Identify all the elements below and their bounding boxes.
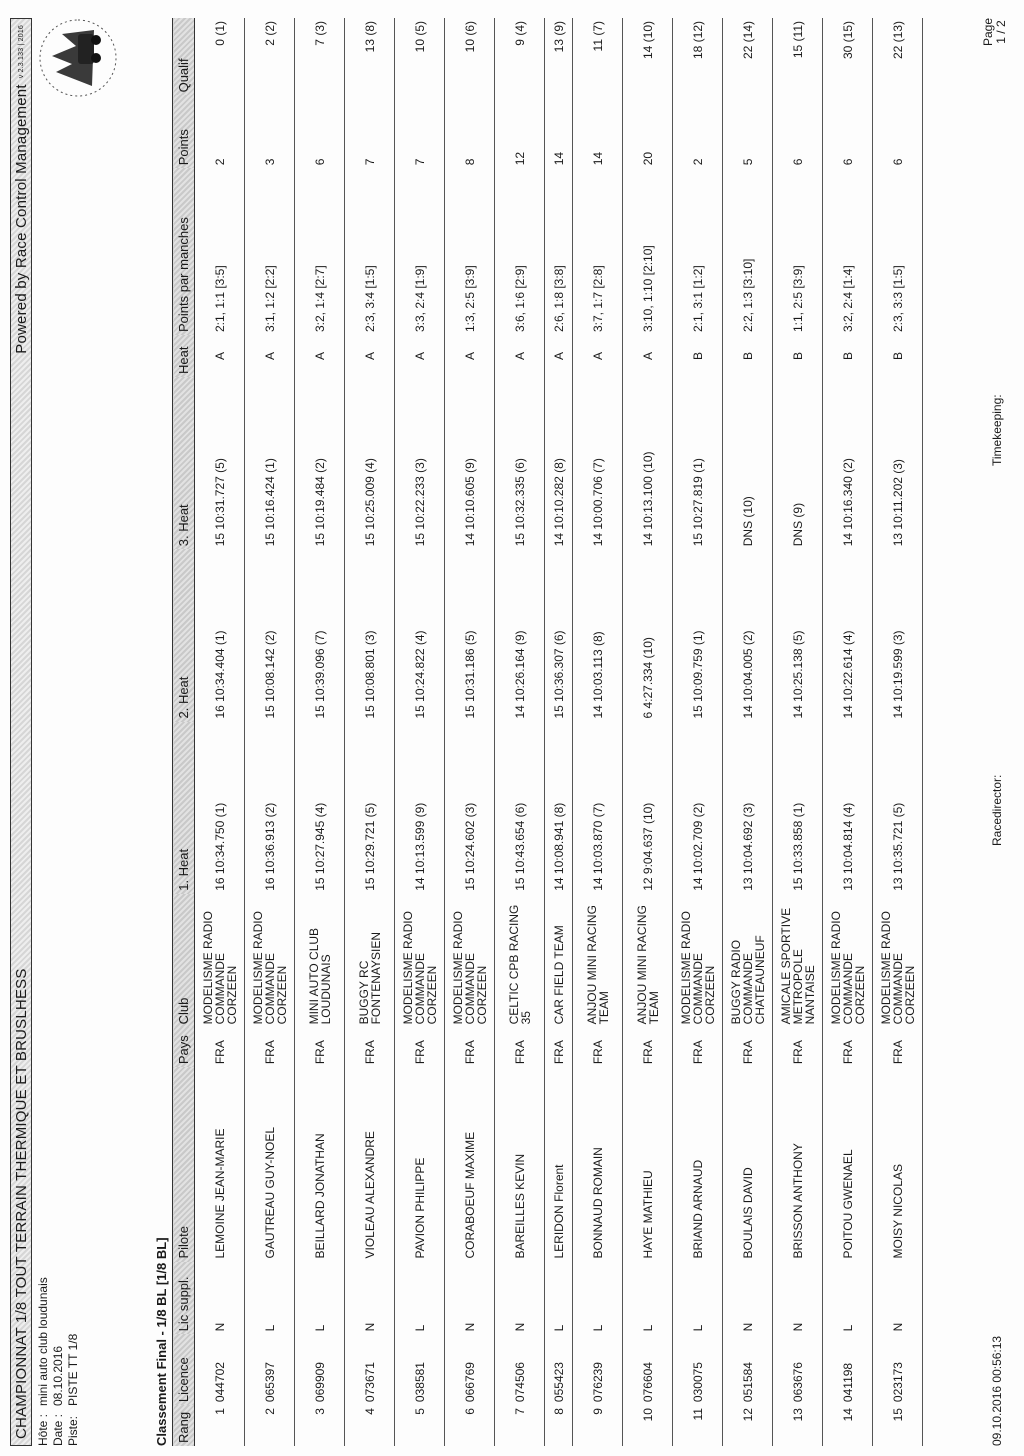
table-row [623, 18, 673, 1446]
points-par-manches-cell: 3:3, 2:4 [1:9] [395, 168, 445, 335]
qualif-cell: 7 (3) [295, 18, 345, 95]
pays-cell: FRA [295, 1027, 345, 1067]
pays-cell: FRA [823, 1027, 873, 1067]
licence-cell: 051584 [723, 1334, 773, 1405]
licence-cell: 074506 [495, 1334, 545, 1405]
heat-group-cell: A [573, 335, 623, 377]
points-cell: 5 [723, 95, 773, 168]
rang-cell: 6 [445, 1405, 495, 1446]
club-cell: CELTIC CPB RACING 35 [495, 894, 545, 1028]
col-licence: Licence [173, 1334, 195, 1405]
pays-cell: FRA [545, 1027, 573, 1067]
points-cell: 6 [295, 95, 345, 168]
heat-group-cell: A [295, 335, 345, 377]
qualif-cell: 0 (1) [195, 18, 245, 95]
points-cell: 3 [245, 95, 295, 168]
col-lic-suppl: Lic suppl. [173, 1262, 195, 1335]
event-info [36, 1277, 81, 1446]
club-cell: MODELISME RADIO COMMANDE CORZEEN [873, 894, 923, 1028]
qualif-cell: 14 (10) [623, 18, 673, 95]
heat-2-cell: 16 10:34.404 (1) [195, 549, 245, 721]
club-cell: MODELISME RADIO COMMANDE CORZEEN [245, 894, 295, 1028]
pays-cell: FRA [395, 1027, 445, 1067]
pilote-cell: BOULAIS DAVID [723, 1067, 773, 1261]
club-cell: MODELISME RADIO COMMANDE CORZEEN [195, 894, 245, 1028]
club-cell: MODELISME RADIO COMMANDE CORZEEN [673, 894, 723, 1028]
heat-3-cell: 14 10:16.340 (2) [823, 377, 873, 549]
heat-3-cell: 15 10:31.727 (5) [195, 377, 245, 549]
racedirector-label: Racedirector: [990, 774, 1004, 846]
club-cell: MODELISME RADIO COMMANDE CORZEEN [395, 894, 445, 1028]
page-indicator [982, 18, 1008, 46]
table-row [723, 18, 773, 1446]
points-cell: 7 [345, 95, 395, 168]
col-points: Points [173, 95, 195, 168]
heat-1-cell: 15 10:43.654 (6) [495, 722, 545, 894]
heat-group-cell: B [673, 335, 723, 377]
heat-3-cell: 14 10:10.282 (8) [545, 377, 573, 549]
heat-group-cell: A [623, 335, 673, 377]
page-label: Page [981, 18, 995, 47]
heat-group-cell: A [345, 335, 395, 377]
heat-3-cell: 15 10:19.484 (2) [295, 377, 345, 549]
points-par-manches-cell: 3:7, 1:7 [2:8] [573, 168, 623, 335]
pilote-cell: LEMOINE JEAN-MARIE [195, 1067, 245, 1261]
pays-cell: FRA [723, 1027, 773, 1067]
col-qualif: Qualif [173, 18, 195, 95]
table-row [395, 18, 445, 1446]
col-points-par-manches: Points par manches [173, 168, 195, 335]
qualif-cell: 9 (4) [495, 18, 545, 95]
points-cell: 12 [495, 95, 545, 168]
club-cell: MODELISME RADIO COMMANDE CORZEEN [823, 894, 873, 1028]
table-row [195, 18, 245, 1446]
col-pilote: Pilote [173, 1067, 195, 1261]
table-row [295, 18, 345, 1446]
licence-cell: 044702 [195, 1334, 245, 1405]
qualif-cell: 13 (9) [545, 18, 573, 95]
heat-2-cell: 15 10:08.801 (3) [345, 549, 395, 721]
lic-suppl-cell: N [345, 1262, 395, 1335]
date-label: Date : [51, 1413, 65, 1446]
event-title: CHAMPIONNAT 1/8 TOUT TERRAIN THERMIQUE ET BRUSLHESS [12, 968, 30, 1439]
col-club: Club [173, 894, 195, 1028]
table-row [773, 18, 823, 1446]
rang-cell: 11 [673, 1405, 723, 1446]
heat-2-cell: 14 10:04.005 (2) [723, 549, 773, 721]
col-rang: Rang [173, 1405, 195, 1446]
table-row [673, 18, 723, 1446]
heat-1-cell: 13 10:04.814 (4) [823, 722, 873, 894]
licence-cell: 030075 [673, 1334, 723, 1405]
heat-3-cell: 15 10:16.424 (1) [245, 377, 295, 549]
date-value: 08.10.2016 [51, 1345, 65, 1406]
heat-group-cell: A [445, 335, 495, 377]
heat-group-cell: B [823, 335, 873, 377]
powered-by [13, 25, 30, 354]
lic-suppl-cell: N [445, 1262, 495, 1335]
points-par-manches-cell: 1:1, 2:5 [3:9] [773, 168, 823, 335]
lic-suppl-cell: L [623, 1262, 673, 1335]
pilote-cell: PAVION PHILIPPE [395, 1067, 445, 1261]
pilote-cell: VIOLEAU ALEXANDRE [345, 1067, 395, 1261]
lic-suppl-cell: N [723, 1262, 773, 1335]
licence-cell: 069909 [295, 1334, 345, 1405]
rang-cell: 12 [723, 1405, 773, 1446]
heat-1-cell: 14 10:03.870 (7) [573, 722, 623, 894]
heat-2-cell: 15 10:39.096 (7) [295, 549, 345, 721]
table-row [823, 18, 873, 1446]
licence-cell: 063676 [773, 1334, 823, 1405]
club-cell: ANJOU MINI RACING TEAM [623, 894, 673, 1028]
qualif-cell: 10 (5) [395, 18, 445, 95]
lic-suppl-cell: N [195, 1262, 245, 1335]
rang-cell: 2 [245, 1405, 295, 1446]
heat-group-cell: B [723, 335, 773, 377]
heat-group-cell: B [873, 335, 923, 377]
piste-label: Piste: [66, 1415, 80, 1446]
heat-2-cell: 6 4:27.334 (10) [623, 549, 673, 721]
version-text: v 2.3.133 | 2016 [17, 25, 25, 79]
heat-2-cell: 15 10:31.186 (5) [445, 549, 495, 721]
table-row [495, 18, 545, 1446]
table-row [345, 18, 395, 1446]
points-par-manches-cell: 2:3, 3:4 [1:5] [345, 168, 395, 335]
points-cell: 6 [823, 95, 873, 168]
pays-cell: FRA [573, 1027, 623, 1067]
lic-suppl-cell: L [545, 1262, 573, 1335]
rang-cell: 10 [623, 1405, 673, 1446]
licence-cell: 038581 [395, 1334, 445, 1405]
heat-group-cell: A [545, 335, 573, 377]
heat-2-cell: 14 10:25.138 (5) [773, 549, 823, 721]
points-par-manches-cell: 1:3, 2:5 [3:9] [445, 168, 495, 335]
points-par-manches-cell: 3:10, 1:10 [2:10] [623, 168, 673, 335]
club-cell: CAR FIELD TEAM [545, 894, 573, 1028]
lic-suppl-cell: L [673, 1262, 723, 1335]
heat-3-cell: 15 10:25.009 (4) [345, 377, 395, 549]
col-pays: Pays [173, 1027, 195, 1067]
points-par-manches-cell: 2:6, 1:8 [3:8] [545, 168, 573, 335]
lic-suppl-cell: L [295, 1262, 345, 1335]
pilote-cell: LERIDON Florent [545, 1067, 573, 1261]
host-label: Hôte : [36, 1413, 50, 1446]
powered-text: Powered by Race Control Management [12, 84, 30, 354]
heat-2-cell: 14 10:26.164 (9) [495, 549, 545, 721]
classement-subtitle: Classement Final - 1/8 BL [1/8 BL] [154, 1237, 169, 1446]
club-cell: ANJOU MINI RACING TEAM [573, 894, 623, 1028]
table-row [245, 18, 295, 1446]
rang-cell: 5 [395, 1405, 445, 1446]
heat-1-cell: 15 10:29.721 (5) [345, 722, 395, 894]
heat-1-cell: 14 10:08.941 (8) [545, 722, 573, 894]
pays-cell: FRA [245, 1027, 295, 1067]
heat-1-cell: 15 10:33.858 (1) [773, 722, 823, 894]
results-table [172, 18, 923, 1446]
rang-cell: 7 [495, 1405, 545, 1446]
lic-suppl-cell: N [873, 1262, 923, 1335]
licence-cell: 065397 [245, 1334, 295, 1405]
lic-suppl-cell: L [573, 1262, 623, 1335]
heat-2-cell: 15 10:36.307 (6) [545, 549, 573, 721]
heat-3-cell: 14 10:00.706 (7) [573, 377, 623, 549]
heat-1-cell: 14 10:13.599 (9) [395, 722, 445, 894]
points-cell: 2 [195, 95, 245, 168]
heat-3-cell: 14 10:13.100 (10) [623, 377, 673, 549]
heat-1-cell: 13 10:04.692 (3) [723, 722, 773, 894]
points-cell: 2 [673, 95, 723, 168]
qualif-cell: 13 (8) [345, 18, 395, 95]
points-cell: 8 [445, 95, 495, 168]
lic-suppl-cell: N [495, 1262, 545, 1335]
page-number: 1 / 2 [994, 20, 1008, 44]
points-par-manches-cell: 3:2, 2:4 [1:4] [823, 168, 873, 335]
rang-cell: 15 [873, 1405, 923, 1446]
heat-group-cell: B [773, 335, 823, 377]
pilote-cell: HAYE MATHIEU [623, 1067, 673, 1261]
heat-group-cell: A [245, 335, 295, 377]
licence-cell: 073671 [345, 1334, 395, 1405]
licence-cell: 055423 [545, 1334, 573, 1405]
heat-3-cell: DNS (10) [723, 377, 773, 549]
host-value: mini auto club loudunais [36, 1277, 50, 1406]
piste-value: PISTE TT 1/8 [66, 1333, 80, 1406]
heat-1-cell: 16 10:36.913 (2) [245, 722, 295, 894]
pays-cell: FRA [495, 1027, 545, 1067]
points-cell: 14 [545, 95, 573, 168]
pays-cell: FRA [445, 1027, 495, 1067]
pilote-cell: CORABOEUF MAXIME [445, 1067, 495, 1261]
rang-cell: 13 [773, 1405, 823, 1446]
heat-1-cell: 15 10:27.945 (4) [295, 722, 345, 894]
licence-cell: 076239 [573, 1334, 623, 1405]
heat-1-cell: 15 10:24.602 (3) [445, 722, 495, 894]
points-par-manches-cell: 3:6, 1:6 [2:9] [495, 168, 545, 335]
heat-2-cell: 14 10:22.614 (4) [823, 549, 873, 721]
pays-cell: FRA [195, 1027, 245, 1067]
pilote-cell: BEILLARD JONATHAN [295, 1067, 345, 1261]
qualif-cell: 11 (7) [573, 18, 623, 95]
pilote-cell: BAREILLES KEVIN [495, 1067, 545, 1261]
table-row [873, 18, 923, 1446]
points-par-manches-cell: 2:1, 3:1 [1:2] [673, 168, 723, 335]
pays-cell: FRA [623, 1027, 673, 1067]
pilote-cell: MOISY NICOLAS [873, 1067, 923, 1261]
licence-cell: 023173 [873, 1334, 923, 1405]
heat-1-cell: 12 9:04.637 (10) [623, 722, 673, 894]
heat-group-cell: A [495, 335, 545, 377]
qualif-cell: 30 (15) [823, 18, 873, 95]
points-cell: 7 [395, 95, 445, 168]
club-cell: BUGGY RC FONTENAYSIEN [345, 894, 395, 1028]
rang-cell: 9 [573, 1405, 623, 1446]
table-row [573, 18, 623, 1446]
pays-cell: FRA [345, 1027, 395, 1067]
points-cell: 6 [773, 95, 823, 168]
club-cell: MODELISME RADIO COMMANDE CORZEEN [445, 894, 495, 1028]
heat-1-cell: 13 10:35.721 (5) [873, 722, 923, 894]
pilote-cell: BRISSON ANTHONY [773, 1067, 823, 1261]
heat-2-cell: 14 10:19.599 (3) [873, 549, 923, 721]
licence-cell: 066769 [445, 1334, 495, 1405]
heat-1-cell: 14 10:02.709 (2) [673, 722, 723, 894]
col-heat-1: 1. Heat [173, 722, 195, 894]
header-row [173, 18, 195, 1446]
lic-suppl-cell: L [395, 1262, 445, 1335]
club-cell: MINI AUTO CLUB LOUDUNAIS [295, 894, 345, 1028]
rang-cell: 8 [545, 1405, 573, 1446]
print-timestamp: 09.10.2016 00:56:13 [990, 1335, 1004, 1446]
club-logo [32, 12, 124, 104]
pays-cell: FRA [773, 1027, 823, 1067]
points-cell: 6 [873, 95, 923, 168]
heat-group-cell: A [195, 335, 245, 377]
pays-cell: FRA [873, 1027, 923, 1067]
club-cell: AMICALE SPORTIVE METROPOLE NANTAISE [773, 894, 823, 1028]
rang-cell: 3 [295, 1405, 345, 1446]
heat-3-cell: 15 10:32.335 (6) [495, 377, 545, 549]
pilote-cell: BRIAND ARNAUD [673, 1067, 723, 1261]
qualif-cell: 15 (11) [773, 18, 823, 95]
heat-3-cell: 15 10:27.819 (1) [673, 377, 723, 549]
heat-3-cell: 14 10:10.605 (9) [445, 377, 495, 549]
licence-cell: 076604 [623, 1334, 673, 1405]
heat-2-cell: 14 10:03.113 (8) [573, 549, 623, 721]
results-body [195, 18, 923, 1446]
pays-cell: FRA [673, 1027, 723, 1067]
qualif-cell: 18 (12) [673, 18, 723, 95]
title-banner [10, 18, 32, 1446]
heat-2-cell: 15 10:24.822 (4) [395, 549, 445, 721]
points-par-manches-cell: 2:1, 1:1 [3:5] [195, 168, 245, 335]
heat-2-cell: 15 10:09.759 (1) [673, 549, 723, 721]
heat-3-cell: DNS (9) [773, 377, 823, 549]
table-row [445, 18, 495, 1446]
lic-suppl-cell: L [823, 1262, 873, 1335]
lic-suppl-cell: L [245, 1262, 295, 1335]
heat-3-cell: 15 10:22.233 (3) [395, 377, 445, 549]
qualif-cell: 22 (13) [873, 18, 923, 95]
col-heat-3: 3. Heat [173, 377, 195, 549]
heat-1-cell: 16 10:34.750 (1) [195, 722, 245, 894]
qualif-cell: 22 (14) [723, 18, 773, 95]
col-heat-2: 2. Heat [173, 549, 195, 721]
pilote-cell: GAUTREAU GUY-NOEL [245, 1067, 295, 1261]
timekeeping-label: Timekeeping: [990, 394, 1004, 466]
heat-2-cell: 15 10:08.142 (2) [245, 549, 295, 721]
points-cell: 20 [623, 95, 673, 168]
lic-suppl-cell: N [773, 1262, 823, 1335]
points-par-manches-cell: 3:2, 1:4 [2:7] [295, 168, 345, 335]
rang-cell: 1 [195, 1405, 245, 1446]
heat-3-cell: 13 10:11.202 (3) [873, 377, 923, 549]
points-par-manches-cell: 3:1, 1:2 [2:2] [245, 168, 295, 335]
table-row [545, 18, 573, 1446]
pilote-cell: POITOU GWENAEL [823, 1067, 873, 1261]
licence-cell: 041198 [823, 1334, 873, 1405]
rang-cell: 14 [823, 1405, 873, 1446]
rang-cell: 4 [345, 1405, 395, 1446]
club-cell: BUGGY RADIO COMMANDE CHATEAUNEUF [723, 894, 773, 1028]
points-par-manches-cell: 2:2, 1:3 [3:10] [723, 168, 773, 335]
points-cell: 14 [573, 95, 623, 168]
qualif-cell: 10 (6) [445, 18, 495, 95]
col-heat: Heat [173, 335, 195, 377]
qualif-cell: 2 (2) [245, 18, 295, 95]
points-par-manches-cell: 2:3, 3:3 [1:5] [873, 168, 923, 335]
pilote-cell: BONNAUD ROMAIN [573, 1067, 623, 1261]
heat-group-cell: A [395, 335, 445, 377]
